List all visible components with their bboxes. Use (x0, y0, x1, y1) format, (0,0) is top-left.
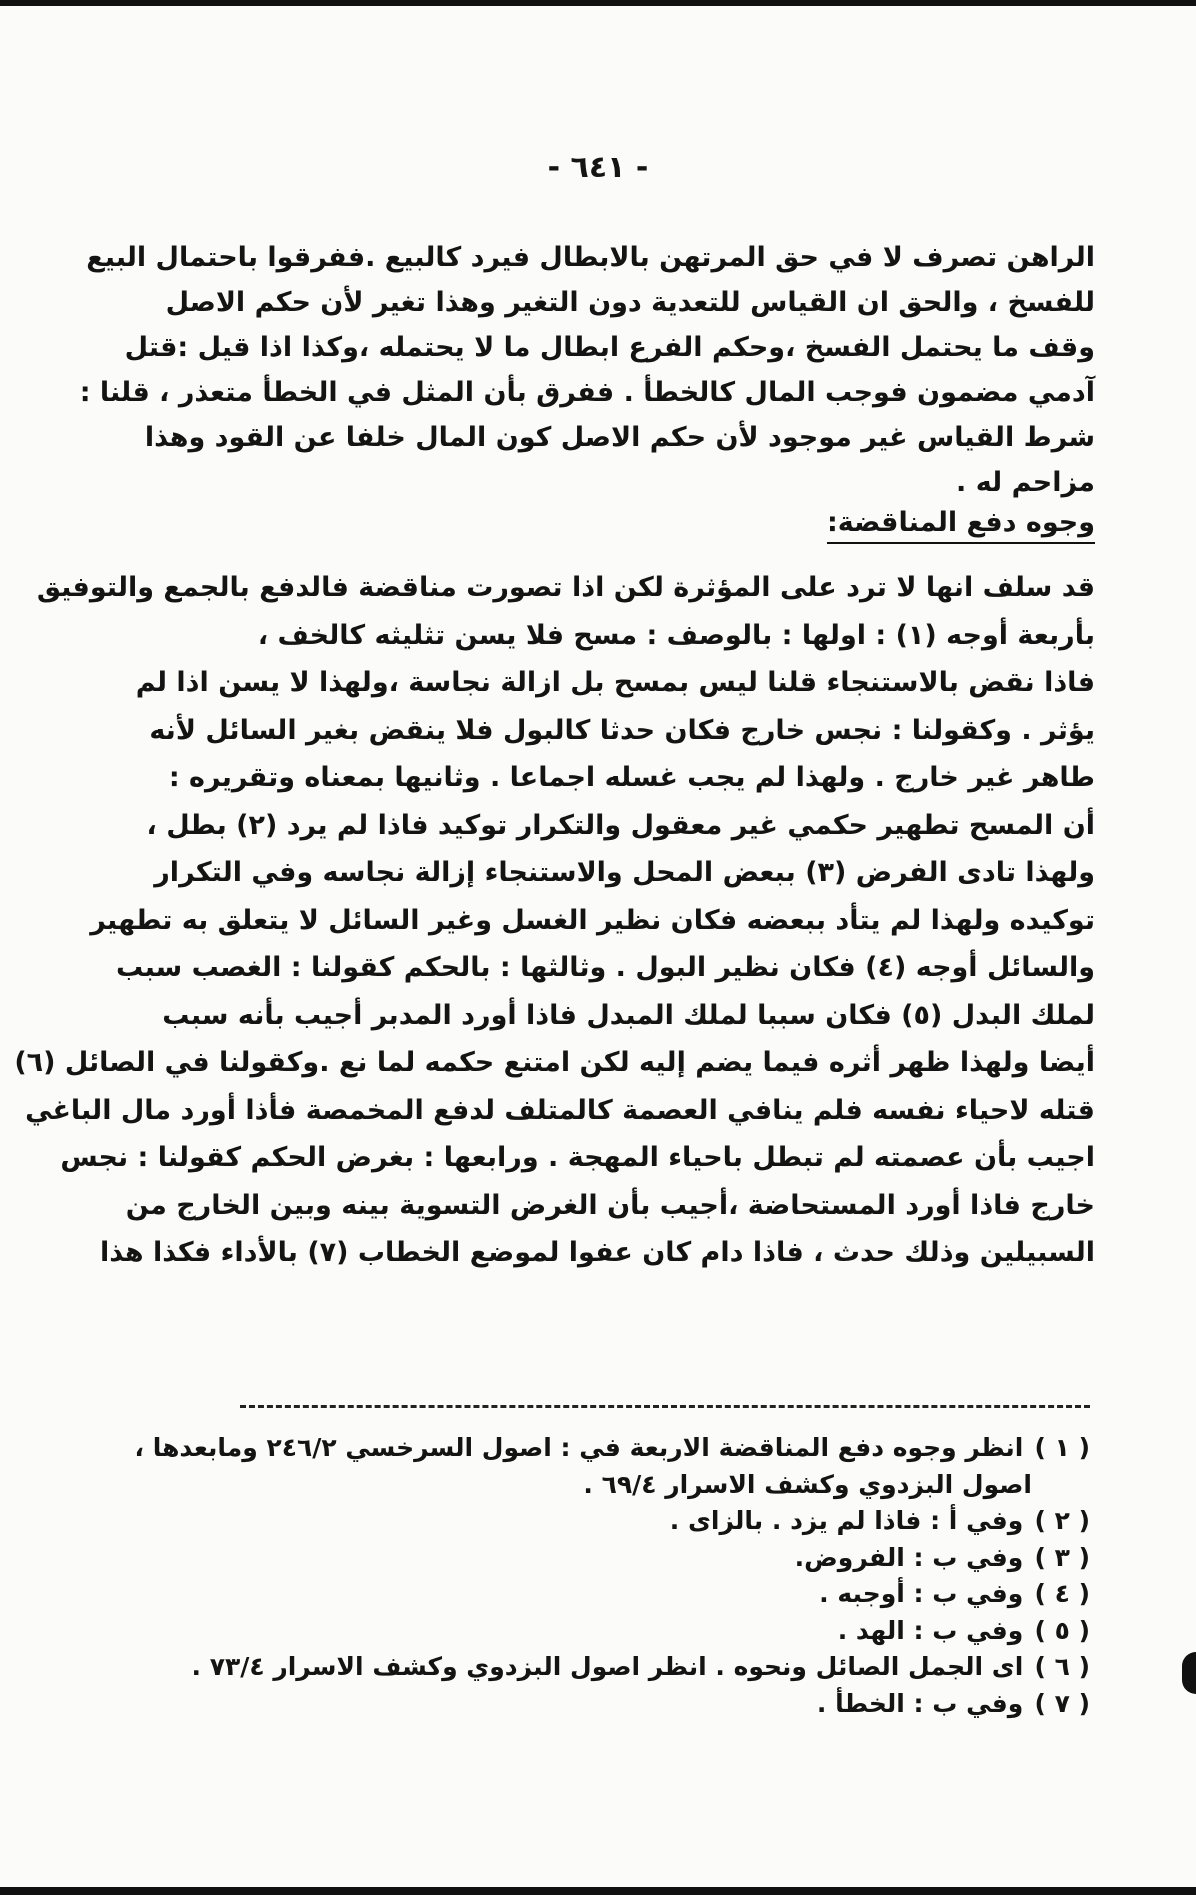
footnote-text: وفي ب : الخطأ . (816, 1688, 1024, 1718)
text-line: اجيب بأن عصمته لم تبطل باحياء المهجة . ورابعها : بغرض الحكم كقولنا : نجس (60, 1142, 1095, 1173)
footnote-number: ( ١ ) (1034, 1433, 1090, 1462)
footnote-text: وفي ب : الهد . (837, 1615, 1024, 1645)
footnote-3 (230, 1540, 1090, 1577)
footnote-text: وفي ب : الفروض. (794, 1542, 1024, 1572)
footnote-number: ( ٥ ) (1034, 1615, 1090, 1645)
footnote-number: ( ٢ ) (1034, 1506, 1090, 1535)
page-body (14, 235, 1095, 1277)
text-line: قتله لاحياء نفسه فلم ينافي العصمة كالمتلف لدفع المخمصة فأذا أورد مال الباغي (25, 1094, 1095, 1126)
text-line: يؤثر . وكقولنا : نجس خارج فكان حدثا كالبول فلا ينقض بغير السائل لأنه (149, 714, 1095, 746)
footnote-2 (230, 1503, 1090, 1540)
footnote-1-continued (230, 1467, 1090, 1504)
section-heading (150, 507, 1095, 538)
footnote-separator (240, 1405, 1090, 1408)
footnote-4 (230, 1576, 1090, 1613)
text-line: خارج فاذا أورد المستحاضة ،أجيب بأن الغرض التسوية بينه وبين الخارج من (125, 1189, 1095, 1221)
text-line: وقف ما يحتمل الفسخ ،وحكم الفرع ابطال ما لا يحتمله ،وكذا اذا قيل :قتل (124, 332, 1095, 363)
page-number: - ٦٤١ - (547, 150, 649, 185)
paragraph-1 (79, 235, 1095, 505)
text-line: بأربعة أوجه (١) : اولها : بالوصف : مسح فلا يسن تثليثه كالخف ، (257, 619, 1095, 651)
text-line: فاذا نقض بالاستنجاء قلنا ليس بمسح بل ازالة نجاسة ،ولهذا لا يسن اذا لم (135, 667, 1095, 698)
text-line: أيضا ولهذا ظهر أثره فيما يضم إليه لكن امتنع حكمه لما نع .وكقولنا في الصائل (٦) (14, 1047, 1095, 1078)
footnotes (134, 1430, 1090, 1722)
text-line: طاهر غير خارج . ولهذا لم يجب غسله اجماعا . وثانيها بمعناه وتقريره : (168, 762, 1095, 793)
text-line: أن المسح تطهير حكمي غير معقول والتكرار توكيد فاذا لم يرد (٢) بطل ، (146, 809, 1095, 841)
footnote-text: وفي أ : فاذا لم يزد . بالزاى . (669, 1506, 1024, 1535)
footnote-6 (191, 1649, 1090, 1686)
section-heading-text: وجوه دفع المناقضة: (827, 507, 1095, 544)
text-line: لملك البدل (٥) فكان سببا لملك المبدل فاذا أورد المدبر أجيب بأنه سبب (162, 999, 1095, 1031)
footnote-number: ( ٣ ) (1034, 1542, 1090, 1572)
text-line: مزاحم له . (956, 467, 1095, 498)
footnote-text: انظر وجوه دفع المناقضة الاربعة في : اصول السرخسي ٢٤٦/٢ ومابعدها ، (134, 1433, 1024, 1462)
footnote-text: اى الجمل الصائل ونحوه . انظر اصول البزدوي وكشف الاسرار ٧٣/٤ . (191, 1652, 1024, 1681)
footnote-1 (134, 1430, 1090, 1467)
footnote-number: ( ٧ ) (1034, 1688, 1090, 1718)
footnote-5 (230, 1613, 1090, 1650)
top-border-rule (0, 0, 1196, 6)
bottom-border-rule (0, 1887, 1196, 1895)
text-line: توكيده ولهذا لم يتأد ببعضه فكان نظير الغسل وغير السائل لا يتعلق به تطهير (90, 904, 1095, 936)
page-edge-mark (1182, 1652, 1196, 1694)
text-line: شرط القياس غير موجود لأن حكم الاصل كون المال خلفا عن القود وهذا (144, 422, 1095, 453)
text-line: للفسخ ، والحق ان القياس للتعدية دون التغير وهذا تغير لأن حكم الاصل (165, 287, 1095, 318)
text-line: قد سلف انها لا ترد على المؤثرة لكن اذا تصورت مناقضة فالدفع بالجمع والتوفيق (36, 572, 1095, 603)
text-line: الراهن تصرف لا في حق المرتهن بالابطال فيرد كالبيع .ففرقوا باحتمال البيع (86, 242, 1095, 273)
paragraph-2 (14, 564, 1095, 1277)
text-line: آدمي مضمون فوجب المال كالخطأ . ففرق بأن المثل في الخطأ متعذر ، قلنا : (79, 377, 1095, 408)
footnote-number: ( ٤ ) (1034, 1579, 1090, 1608)
footnote-text: اصول البزدوي وكشف الاسرار ٦٩/٤ . (583, 1469, 1032, 1499)
text-line: والسائل أوجه (٤) فكان نظير البول . وثالثها : بالحكم كقولنا : الغصب سبب (116, 952, 1095, 983)
footnote-text: وفي ب : أوجبه . (819, 1579, 1024, 1608)
footnote-7 (230, 1686, 1090, 1723)
footnote-number: ( ٦ ) (1034, 1652, 1090, 1681)
text-line: ولهذا تادى الفرض (٣) ببعض المحل والاستنجاء إزالة نجاسه وفي التكرار (154, 857, 1095, 888)
text-line: السبيلين وذلك حدث ، فاذا دام كان عفوا لموضع الخطاب (٧) بالأداء فكذا هذا (100, 1237, 1095, 1268)
